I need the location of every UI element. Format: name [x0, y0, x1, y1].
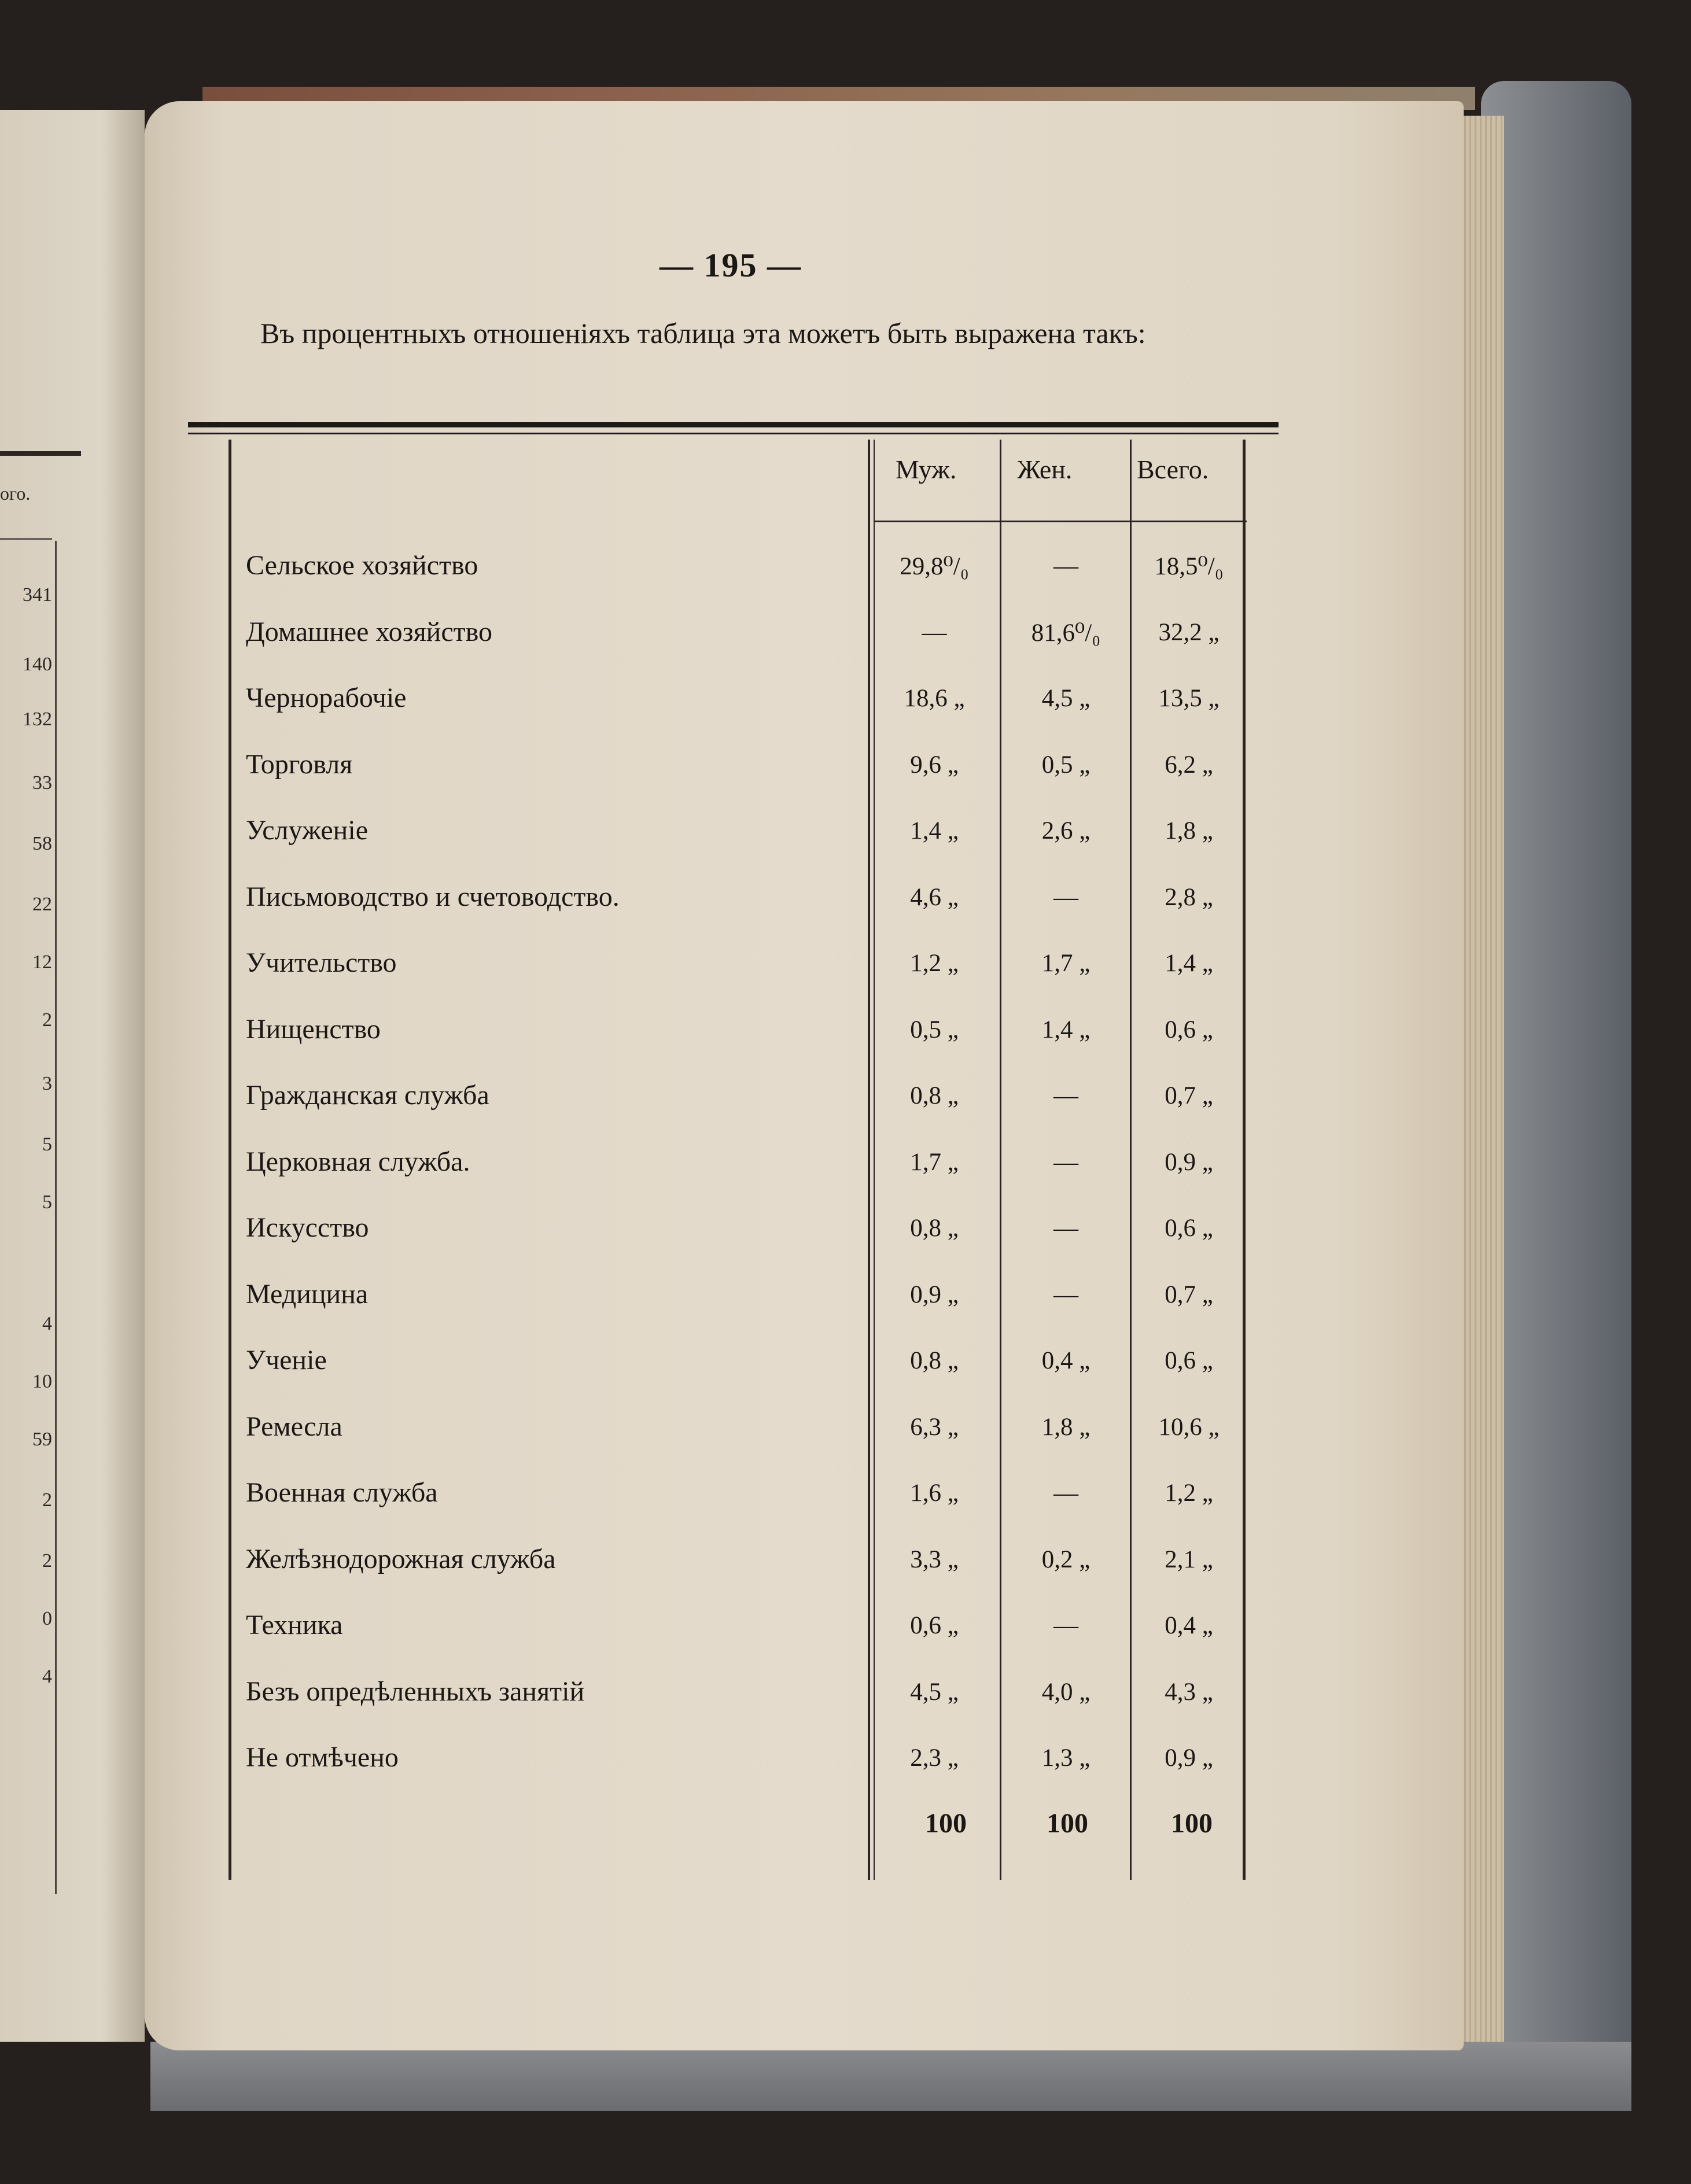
cell-men: 4,5 „ [910, 1678, 959, 1706]
cell-women: 0,5 „ [1041, 751, 1091, 779]
cell-men: 0,6 „ [910, 1612, 959, 1639]
cell-total: 18,5⁰/₀ [1154, 553, 1224, 580]
cell-men: — [922, 619, 947, 646]
column-divider-total [1130, 440, 1132, 1880]
row-label: Искусство [246, 1212, 369, 1243]
table-top-rule-thin [188, 433, 1279, 434]
row-label: Ремесла [246, 1411, 342, 1442]
total-women: 100 [1047, 1808, 1088, 1839]
left-page-number: 5 [42, 1191, 52, 1213]
cell-total: 0,6 „ [1165, 1347, 1213, 1374]
row-label: Не отмѣчено [246, 1742, 399, 1773]
cell-men: 0,8 „ [910, 1347, 959, 1374]
row-label: Нищенство [246, 1014, 381, 1045]
cell-women: 2,6 „ [1041, 817, 1091, 844]
left-page-column-line [55, 541, 57, 1894]
row-label: Церковная служба. [246, 1146, 470, 1177]
cell-men: 18,6 „ [904, 685, 965, 712]
header-underline [874, 521, 1247, 522]
left-page-number: 0 [42, 1608, 52, 1629]
left-page-number: 2 [42, 1009, 52, 1031]
cell-men: 9,6 „ [910, 751, 959, 779]
cell-total: 2,8 „ [1165, 884, 1213, 911]
left-page-number: 2 [42, 1550, 52, 1571]
header-men: Муж. [896, 455, 957, 484]
cell-women: — [1053, 884, 1078, 911]
cell-women: — [1053, 1149, 1078, 1176]
left-page-number: 5 [42, 1134, 52, 1155]
cell-total: 1,8 „ [1165, 817, 1213, 844]
total-men: 100 [925, 1808, 967, 1839]
left-page-number: 3 [42, 1073, 52, 1094]
left-page-rule-thin [0, 538, 52, 540]
row-label: Медицина [246, 1279, 369, 1309]
cell-men: 29,8⁰/₀ [900, 553, 969, 580]
cell-women: 1,3 „ [1041, 1744, 1091, 1772]
header-total: Всего. [1137, 455, 1209, 484]
cell-total: 6,2 „ [1165, 751, 1213, 779]
cell-women: — [1053, 1281, 1078, 1308]
left-page-number: 59 [32, 1429, 52, 1450]
cell-men: 0,8 „ [910, 1215, 959, 1242]
left-page-number: 4 [42, 1313, 52, 1334]
cell-total: 4,3 „ [1165, 1678, 1213, 1706]
row-label: Желѣзнодорожная служба [246, 1544, 556, 1574]
cell-men: 1,4 „ [910, 817, 959, 844]
cell-women: — [1053, 1480, 1078, 1507]
header-women: Жен. [1017, 455, 1073, 484]
cell-total: 13,5 „ [1158, 685, 1220, 712]
left-page-number: 12 [32, 951, 52, 973]
left-page-header-fragment: ого. [0, 483, 31, 504]
cell-men: 0,9 „ [910, 1281, 959, 1308]
left-page-number: 22 [32, 894, 52, 915]
cell-men: 1,2 „ [910, 950, 959, 977]
cell-women: — [1053, 1215, 1078, 1242]
cell-women: 0,4 „ [1041, 1347, 1091, 1374]
row-label: Чернорабочіе [246, 682, 407, 713]
left-page-number: 140 [23, 654, 52, 675]
cell-total: 0,7 „ [1165, 1082, 1213, 1109]
cell-total: 0,7 „ [1165, 1281, 1213, 1308]
table-left-border [229, 440, 231, 1880]
cell-men: 3,3 „ [910, 1546, 959, 1573]
row-label: Гражданская служба [246, 1080, 489, 1111]
cell-total: 2,1 „ [1165, 1546, 1213, 1573]
row-label: Услуженіе [246, 815, 369, 846]
cell-men: 6,3 „ [910, 1414, 959, 1441]
cell-total: 0,6 „ [1165, 1016, 1213, 1043]
cell-women: 1,4 „ [1041, 1016, 1091, 1043]
left-page-number: 10 [32, 1371, 52, 1392]
row-label: Сельское хозяйство [246, 550, 478, 581]
column-divider-men [868, 440, 870, 1880]
cell-women: 4,0 „ [1041, 1678, 1091, 1706]
cell-women: — [1053, 1082, 1078, 1109]
cell-men: 4,6 „ [910, 884, 959, 911]
left-page-number: 58 [32, 833, 52, 854]
cell-total: 0,9 „ [1165, 1149, 1213, 1176]
row-label: Торговля [246, 749, 353, 780]
left-page-number: 4 [42, 1666, 52, 1687]
cell-women: 1,7 „ [1041, 950, 1091, 977]
left-page-number: 2 [42, 1489, 52, 1511]
cell-women: — [1053, 552, 1078, 580]
intro-paragraph: Въ процентныхъ отношеніяхъ таблица эта можетъ быть выражена такъ: [260, 317, 1146, 349]
column-divider-women [1000, 440, 1001, 1880]
table-top-rule [188, 422, 1279, 427]
cell-women: 81,6⁰/₀ [1031, 619, 1101, 647]
row-label: Учительство [246, 947, 397, 978]
row-label: Письмоводство и счетоводство. [246, 881, 620, 912]
cell-total: 0,4 „ [1165, 1612, 1213, 1639]
total-total: 100 [1171, 1808, 1213, 1839]
cell-total: 1,4 „ [1165, 950, 1213, 977]
left-page-number: 132 [23, 709, 52, 730]
page-number: — 195 — [660, 246, 802, 284]
row-label: Домашнее хозяйство [246, 617, 492, 647]
row-label: Военная служба [246, 1477, 438, 1508]
cell-total: 10,6 „ [1158, 1414, 1220, 1441]
book-cover-bottom [150, 2042, 1631, 2111]
cell-women: — [1053, 1612, 1078, 1639]
left-page-number: 33 [32, 772, 52, 794]
cell-total: 0,9 „ [1165, 1744, 1213, 1772]
cell-men: 1,6 „ [910, 1480, 959, 1507]
left-page-rule [0, 451, 81, 456]
cell-men: 0,8 „ [910, 1082, 959, 1109]
cell-total: 1,2 „ [1165, 1480, 1213, 1507]
cell-women: 1,8 „ [1041, 1414, 1091, 1441]
cell-men: 2,3 „ [910, 1744, 959, 1772]
left-page-number: 341 [23, 584, 52, 606]
cell-men: 0,5 „ [910, 1016, 959, 1043]
cell-women: 4,5 „ [1041, 685, 1091, 712]
cell-women: 0,2 „ [1041, 1546, 1091, 1573]
cell-men: 1,7 „ [910, 1149, 959, 1176]
cell-total: 32,2 „ [1158, 619, 1220, 646]
cell-total: 0,6 „ [1165, 1215, 1213, 1242]
row-label: Безъ опредѣленныхъ занятій [246, 1676, 585, 1707]
row-label: Техника [246, 1610, 343, 1640]
row-label: Ученіе [246, 1345, 327, 1375]
